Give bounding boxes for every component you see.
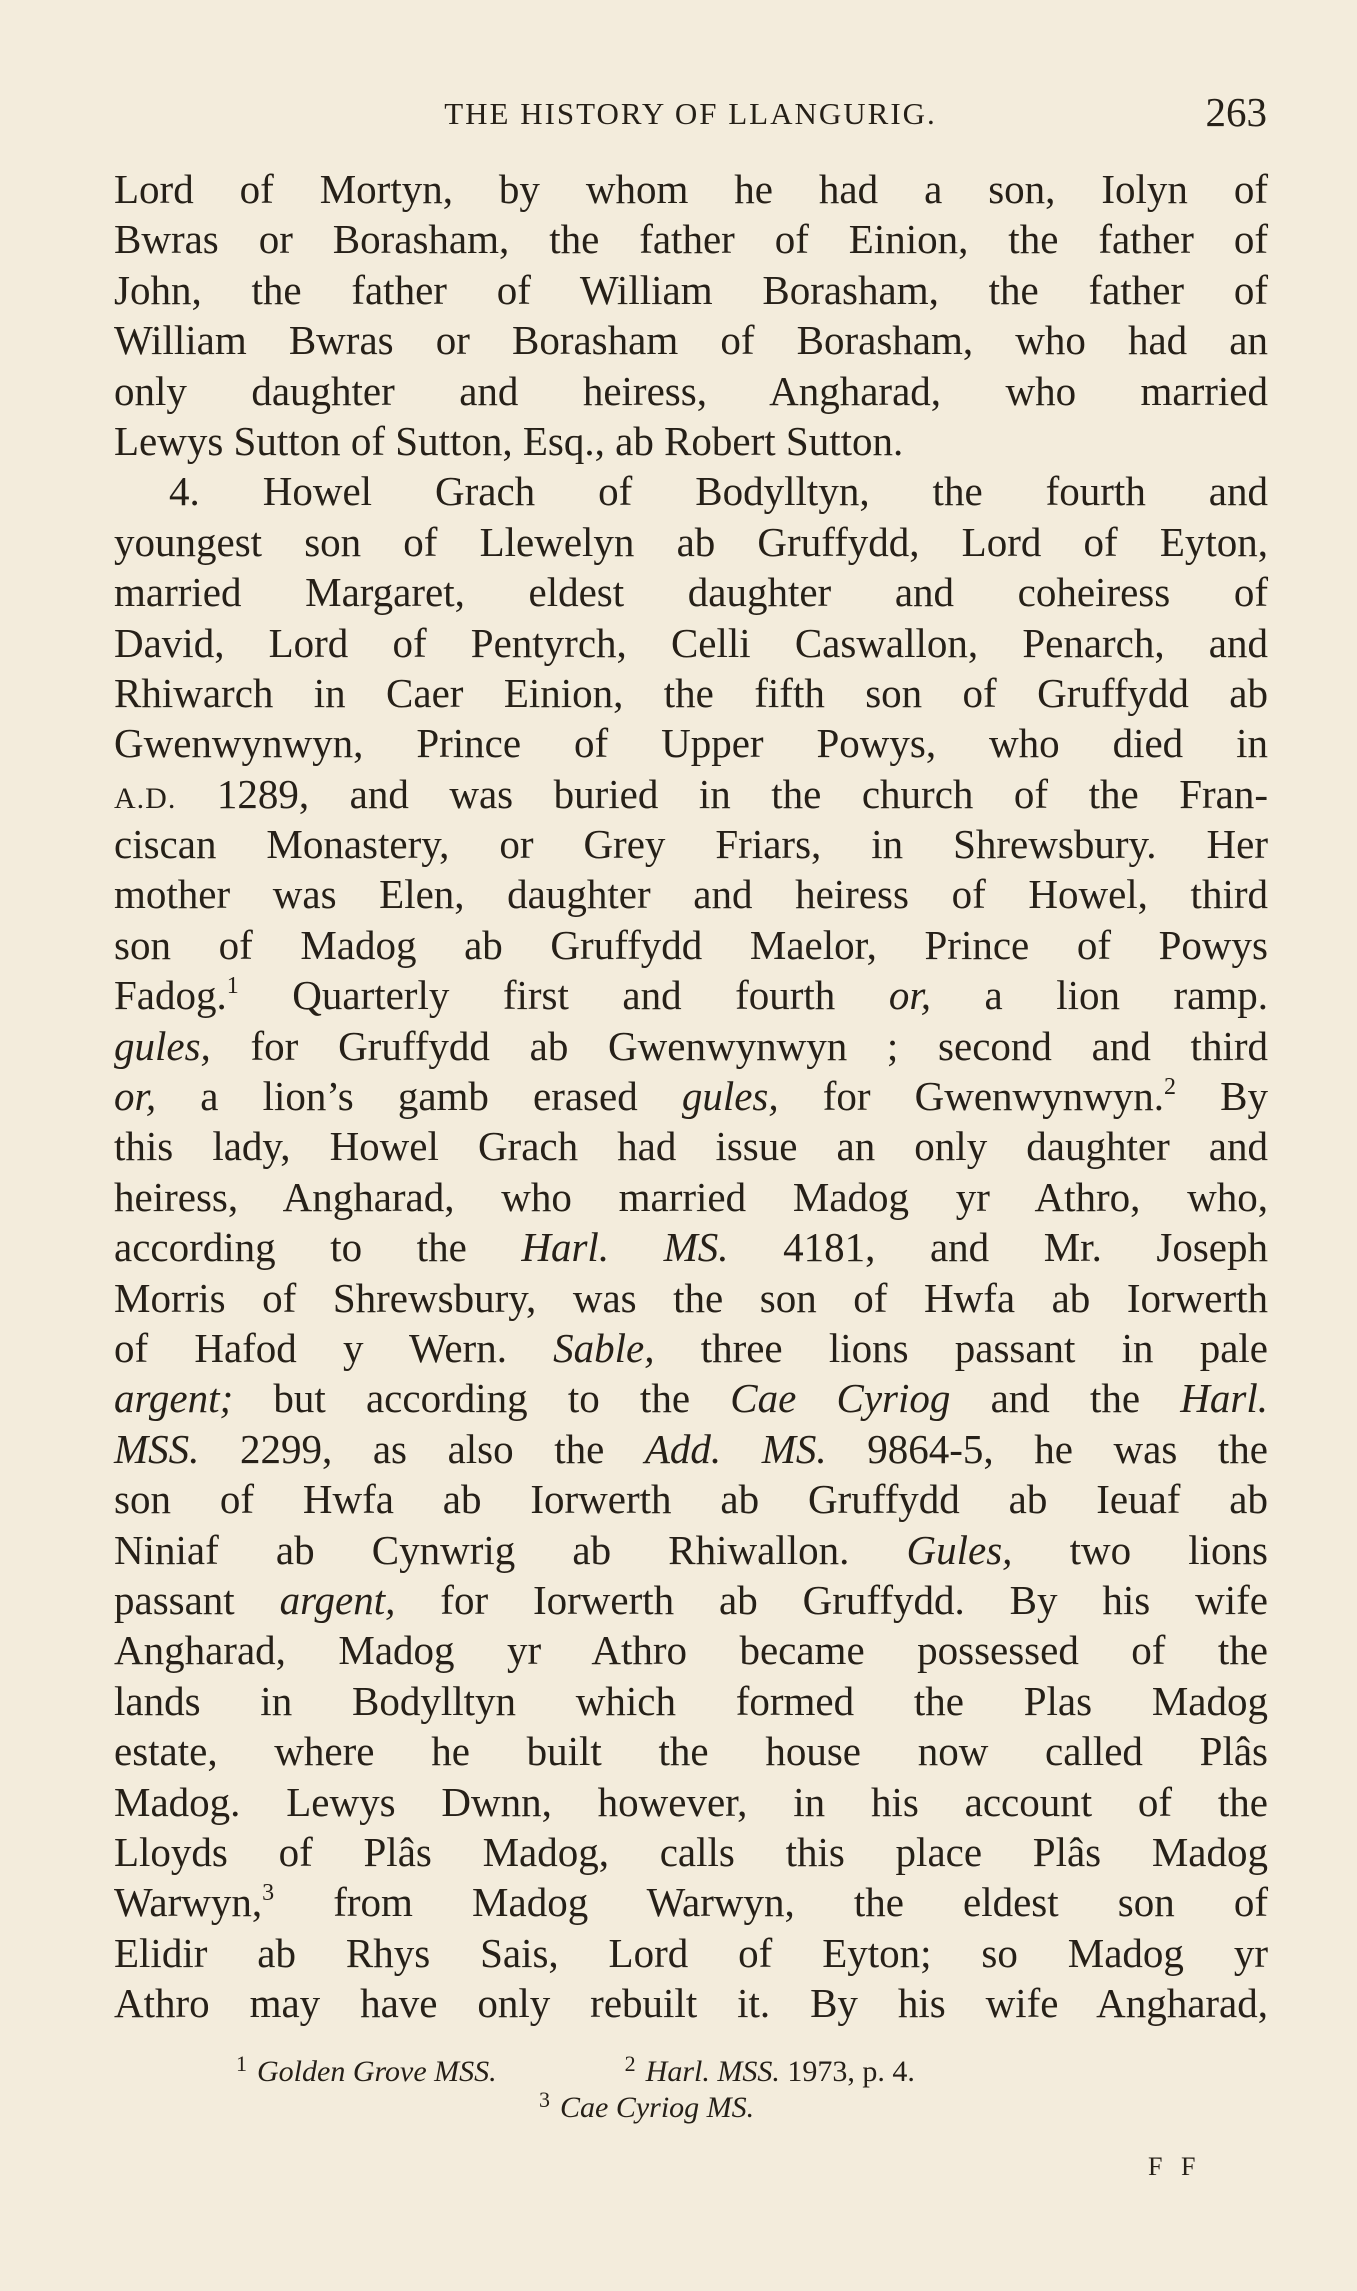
text-line: Angharad, Madog yr Athro became possessed of the [114, 1627, 1268, 1674]
text-line: Madog. Lewys Dwnn, however, in his account of the [114, 1778, 1268, 1825]
text-line [114, 970, 1268, 1020]
text-line: mother was Elen, daughter and heiress of Howel, third [114, 871, 1268, 918]
text-run: from Madog Warwyn, the eldest son of [274, 1879, 1268, 1926]
italic-run: Cae Cyriog [730, 1375, 951, 1422]
text-run: for Iorwerth ab Gruffydd. By his wife [395, 1576, 1268, 1623]
italic-run: gules, [114, 1022, 211, 1069]
text-run: two lions [1012, 1526, 1268, 1573]
text-line: heiress, Angharad, who married Madog yr Athro, who, [114, 1173, 1268, 1220]
text-line [114, 1222, 1268, 1272]
text-line [114, 1021, 1268, 1071]
footnote-text: 1973, p. 4. [779, 2055, 915, 2088]
page-number: 263 [1205, 89, 1267, 135]
text-run: 9864-5, he was the [826, 1425, 1268, 1472]
footnote-2 [625, 2052, 915, 2092]
text-line: Morris of Shrewsbury, was the son of Hwfa ab Iorwerth [114, 1274, 1268, 1321]
footnote-text: Golden Grove MSS. [257, 2055, 497, 2088]
text-line: David, Lord of Pentyrch, Celli Caswallon, Penarch, and [114, 619, 1268, 666]
text-line [114, 1525, 1268, 1575]
text-line [114, 769, 1268, 819]
running-head [114, 88, 1267, 138]
text-run: but according to the [233, 1375, 731, 1422]
text-line: Bwras or Borasham, the father of Einion, the father of [114, 216, 1268, 263]
text-run: passant [114, 1576, 280, 1623]
footnote-ref: 2 [1164, 1074, 1177, 1101]
text-line: ciscan Monastery, or Grey Friars, in Shrewsbury. Her [114, 821, 1268, 868]
text-line: lands in Bodylltyn which formed the Plas Madog [114, 1677, 1268, 1724]
text-line: son of Hwfa ab Iorwerth ab Gruffydd ab Ieuaf ab [114, 1476, 1268, 1523]
text-run: for Gruffydd ab Gwenwynwyn ; second and third [210, 1022, 1268, 1069]
printer-signature: F F [1148, 2152, 1202, 2181]
italic-run: Gules, [906, 1526, 1013, 1573]
text-line: Lloyds of Plâs Madog, calls this place Plâs Madog [114, 1828, 1268, 1875]
text-line: 4. Howel Grach of Bodylltyn, the fourth and [169, 468, 1268, 515]
text-line: this lady, Howel Grach had issue an only daughter and [114, 1123, 1268, 1170]
text-run: By [1176, 1073, 1268, 1120]
body-text [114, 164, 1268, 2028]
text-run: a lion ramp. [930, 972, 1268, 1019]
text-run: Niniaf ab Cynwrig ab Rhiwallon. [114, 1526, 907, 1573]
text-line: son of Madog ab Gruffydd Maelor, Prince of Powys [114, 921, 1268, 968]
text-run: 4181, and Mr. Joseph [728, 1224, 1269, 1271]
italic-run: Harl. MS. [521, 1224, 729, 1271]
text-line: Athro may have only rebuilt it. By his wife Angharad, [114, 1980, 1268, 2027]
text-line: Elidir ab Rhys Sais, Lord of Eyton; so Madog yr [114, 1929, 1268, 1976]
text-line [114, 1323, 1268, 1373]
italic-run: Add. MS. [644, 1425, 827, 1472]
running-title: THE HISTORY OF LLANGURIG. [444, 96, 937, 131]
footnote-row [539, 2088, 754, 2128]
footnote-ref: 1 [226, 973, 239, 1000]
footnote-text: Harl. MSS. [645, 2055, 780, 2088]
text-run: and the [950, 1375, 1181, 1422]
italic-run: Sable, [553, 1324, 655, 1371]
text-run: Fadog. [114, 972, 227, 1019]
footnote-1 [236, 2051, 497, 2088]
text-line: Rhiwarch in Caer Einion, the fifth son of Gruffydd ab [114, 669, 1268, 716]
text-run: for Gwenwynwyn. [778, 1073, 1165, 1120]
text-run: of Hafod y Wern. [114, 1324, 554, 1371]
text-run: 1289, and was buried in the church of the Fran- [176, 770, 1268, 817]
text-line: Gwenwynwyn, Prince of Upper Powys, who died in [114, 720, 1268, 767]
text-run: Warwyn, [114, 1879, 263, 1926]
text-line: only daughter and heiress, Angharad, who married [114, 367, 1268, 414]
text-line [114, 1877, 1268, 1927]
small-caps-date: A.D. [114, 781, 177, 815]
italic-run: or, [114, 1073, 157, 1120]
text-run: 2299, as also the [199, 1425, 645, 1472]
footnote-3 [539, 2087, 755, 2124]
text-line: Lord of Mortyn, by whom he had a son, Iolyn of [114, 166, 1268, 212]
footnote-mark: 3 [539, 2087, 550, 2112]
text-line: Lewys Sutton of Sutton, Esq., ab Robert Sutton. [114, 417, 904, 464]
italic-run: Harl. [1180, 1375, 1268, 1422]
text-line: William Bwras or Borasham of Borasham, who had an [114, 317, 1268, 364]
italic-run: or, [888, 972, 931, 1019]
text-line: John, the father of William Borasham, the father of [114, 266, 1268, 313]
text-run: three lions passant in pale [654, 1324, 1268, 1371]
text-line: youngest son of Llewelyn ab Gruffydd, Lord of Eyton, [114, 518, 1268, 565]
text-line [114, 1373, 1268, 1423]
italic-run: gules, [681, 1073, 779, 1120]
footnote-ref: 3 [262, 1880, 275, 1907]
text-line [114, 1424, 1268, 1474]
text-run: according to the [114, 1224, 522, 1271]
italic-run: MSS. [114, 1425, 200, 1472]
text-line [114, 1575, 1268, 1625]
italic-run: argent; [114, 1375, 234, 1422]
italic-run: argent, [279, 1576, 396, 1623]
footnote-mark: 1 [236, 2051, 247, 2076]
footnote-mark: 2 [624, 2051, 636, 2076]
text-line: estate, where he built the house now called Plâs [114, 1728, 1268, 1775]
text-line: married Margaret, eldest daughter and coheiress of [114, 569, 1268, 616]
text-run: a lion’s gamb erased [156, 1073, 682, 1120]
text-run: Quarterly first and fourth [238, 972, 889, 1019]
footnote-text: Cae Cyriog MS. [560, 2091, 755, 2124]
text-line [114, 1071, 1268, 1121]
footnote-row [236, 2052, 915, 2092]
